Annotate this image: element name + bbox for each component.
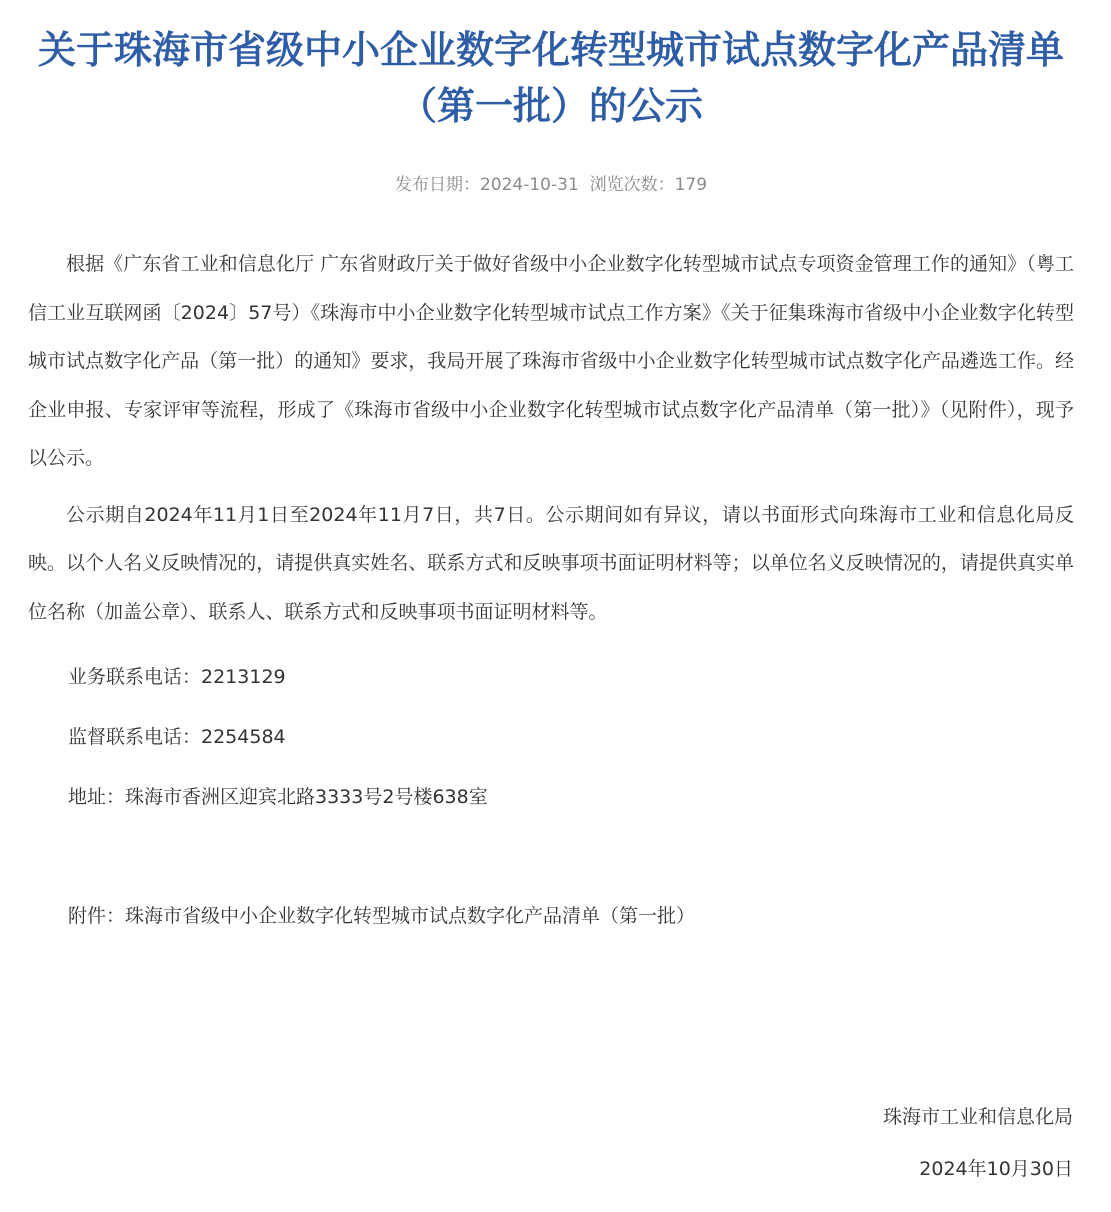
publish-date-value: 2024-10-31 xyxy=(479,175,579,195)
article-title: 关于珠海市省级中小企业数字化转型城市试点数字化产品清单（第一批）的公示 xyxy=(37,28,1064,128)
article-meta xyxy=(28,172,1074,198)
address: 地址：珠海市香洲区迎宾北路3333号2号楼638室 xyxy=(68,786,488,808)
view-count-label: 浏览次数： xyxy=(589,175,675,195)
publish-date-label: 发布日期： xyxy=(394,175,480,195)
article-body xyxy=(28,240,1074,931)
issuer-name: 珠海市工业和信息化局 xyxy=(882,1106,1073,1128)
business-phone: 业务联系电话：2213129 xyxy=(68,666,286,688)
signature-block xyxy=(883,1102,1073,1184)
issue-date: 2024年10月30日 xyxy=(919,1158,1073,1180)
paragraph-publicity-period: 公示期自2024年11月1日至2024年11月7日，共7日。公示期间如有异议，请以书面形式向珠海市工业和信息化局反映。以个人名义反映情况的，请提供真实姓名、联系方式和反映事项书面证明材料等；以单位名义反映情况的，请提供真实单位名称（加盖公章）、联系人、联系方式和反映事项书面证明材料等。 xyxy=(28,503,1074,623)
article xyxy=(28,0,1074,931)
paragraph-basis: 根据《广东省工业和信息化厅 广东省财政厅关于做好省级中小企业数字化转型城市试点专项资金管理工作的通知》（粤工信工业互联网函〔2024〕57号）《珠海市中小企业数字化转型城市试点工作方案》《关于征集珠海市省级中小企业数字化转型城市试点数字化产品（第一批）的通知》要求，我局开展了珠海市省级中小企业数字化转型城市试点数字化产品遴选工作。经企业申报、专家评审等流程，形成了《珠海市省级中小企业数字化转型城市试点数字化产品清单（第一批）》（见附件），现予以公示。 xyxy=(28,253,1074,469)
view-count-value: 179 xyxy=(674,175,708,195)
attachment-link[interactable]: 附件：珠海市省级中小企业数字化转型城市试点数字化产品清单（第一批） xyxy=(68,905,696,927)
supervision-phone: 监督联系电话：2254584 xyxy=(68,726,286,748)
